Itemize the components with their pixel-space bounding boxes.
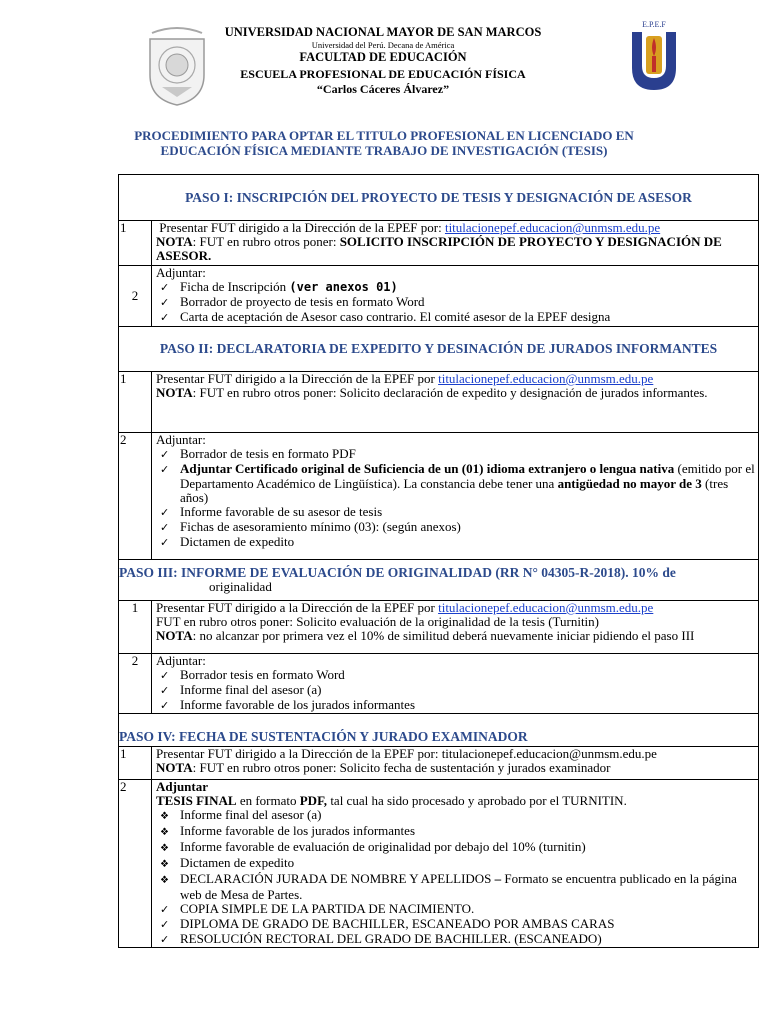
row-number: 2 [119,266,152,327]
paso1-step2: Adjuntar: ✓ Ficha de Inscripción (ver anexos 01) ✓ Borrador de proyecto de tesis en formato Word ✓ Carta de aceptación de Asesor caso contrario. El comité asesor de la EPEF designa [152,266,759,327]
row-number: 2 [119,433,152,560]
row-number: 1 [119,372,152,433]
paso2-title: PASO II: DECLARATORIA DE EXPEDITO Y DESINACIÓN DE JURADOS INFORMANTES [119,327,759,372]
table-row [119,266,759,327]
epef-logo-icon [626,18,682,94]
letterhead [0,0,768,110]
row-number: 1 [119,747,152,780]
requirement-item: ❖ Informe final del asesor (a) [156,808,756,824]
checklist-item: ✓ Informe favorable de los jurados informantes [156,698,756,713]
logo-text: E.P.E.F [642,20,666,29]
table-row [119,747,759,780]
table-row [119,601,759,654]
procedure-table [118,174,759,948]
row-number: 1 [119,601,152,654]
paso1-title: PASO I: INSCRIPCIÓN DEL PROYECTO DE TESIS Y DESIGNACIÓN DE ASESOR [119,175,759,221]
requirement-item: ❖ Informe favorable de evaluación de originalidad por debajo del 10% (turnitin) [156,840,756,856]
row-number: 2 [119,780,152,948]
checklist-item: ✓ Carta de aceptación de Asesor caso contrario. El comité asesor de la EPEF designa [156,310,756,325]
paso3-step2: Adjuntar: ✓ Borrador tesis en formato Word ✓ Informe final del asesor (a) ✓ Informe favorable de los jurados informantes [152,654,759,714]
row-number: 2 [119,654,152,714]
email-link[interactable]: titulacionepef.educacion@unmsm.edu.pe [438,371,654,386]
checklist-item: ✓ Adjuntar Certificado original de Suficiencia de un (01) idioma extranjero o lengua nativa (emitido por el Departamento Académico de Lingüística). La constancia debe tener una antigüedad no mayor de 3 (tres años) [156,462,756,505]
checklist-item: ✓ Dictamen de expedito [156,535,756,550]
faculty-name: FACULTAD DE EDUCACIÓN [299,50,467,64]
table-row [119,654,759,714]
checklist-item: ✓ Borrador de proyecto de tesis en formato Word [156,295,756,310]
table-row [119,780,759,948]
paso2-step1: Presentar FUT dirigido a la Dirección de la EPEF por titulacionepef.educacion@unmsm.edu.pe NOTA: FUT en rubro otros poner: Solicito declaración de expedito y designación de jurados informantes. [152,372,759,433]
requirement-item: ❖ Informe favorable de los jurados informantes [156,824,756,840]
checklist-item: ✓ Borrador tesis en formato Word [156,668,756,683]
paso4-step2: Adjuntar TESIS FINAL en formato PDF, tal cual ha sido procesado y aprobado por el TURNITIN. ❖ Informe final del asesor (a) ❖ Informe favorable de los jurados informantes ❖ Informe favorable de evaluación de originalidad por debajo del 10% (turnitin) ❖ Dictamen de expedito ❖ DECLARACIÓN JURADA DE NOMBRE Y APELLIDOS – Formato se encuentra publicado en la página web de Mesa de Partes. ✓ COPIA SIMPLE DE LA PARTIDA DE NACIMIENTO. ✓ DIPLOMA DE GRADO DE BACHILLER, ESCANEADO POR AMBAS CARAS ✓ RESOLUCIÓN RECTORAL DEL GRADO DE BACHILLER. (ESCANEADO) [152,780,759,948]
requirement-item: ❖ DECLARACIÓN JURADA DE NOMBRE Y APELLIDOS – Formato se encuentra publicado en la página web de Mesa de Partes. [156,872,756,902]
checklist-item: ✓ RESOLUCIÓN RECTORAL DEL GRADO DE BACHILLER. (ESCANEADO) [156,932,756,947]
checklist-item: ✓ DIPLOMA DE GRADO DE BACHILLER, ESCANEADO POR AMBAS CARAS [156,917,756,932]
checklist-item: ✓ Informe final del asesor (a) [156,683,756,698]
school-honoree: “Carlos Cáceres Álvarez” [316,82,450,96]
email-link[interactable]: titulacionepef.educacion@unmsm.edu.pe [444,220,661,235]
checklist-item: ✓ Fichas de asesoramiento mínimo (03): (según anexos) [156,520,756,535]
table-row [119,372,759,433]
university-subtitle: Universidad del Perú. Decana de América [311,40,455,50]
table-row [119,433,759,560]
checklist-item: ✓ Informe favorable de su asesor de tesis [156,505,756,520]
paso1-step1: Presentar FUT dirigido a la Dirección de la EPEF por: titulacionepef.educacion@unmsm.edu.pe NOTA: FUT en rubro otros poner: SOLICITO INSCRIPCIÓN DE PROYECTO Y DESIGNACIÓN DE ASESOR. [152,221,759,266]
row-number: 1 [119,221,152,266]
checklist-item: ✓ Ficha de Inscripción (ver anexos 01) [156,280,756,295]
table-row [119,221,759,266]
paso3-title: PASO III: INFORME DE EVALUACIÓN DE ORIGINALIDAD (RR N° 04305-R-2018). 10% de originalidad [119,560,759,601]
checklist-item: ✓ Borrador de tesis en formato PDF [156,447,756,462]
email-link[interactable]: titulacionepef.educacion@unmsm.edu.pe [438,600,654,615]
paso4-title: PASO IV: FECHA DE SUSTENTACIÓN Y JURADO EXAMINADOR [119,714,759,747]
paso2-step2: Adjuntar: ✓ Borrador de tesis en formato PDF ✓ Adjuntar Certificado original de Suficiencia de un (01) idioma extranjero o lengua nativa (emitido por el Departamento Académico de Lingüística). La constancia debe tener una antigüedad no mayor de 3 (tres años) ✓ Informe favorable de su asesor de tesis ✓ Fichas de asesoramiento mínimo (03): (según anexos) ✓ Dictamen de expedito [152,433,759,560]
paso4-step1: Presentar FUT dirigido a la Dirección de la EPEF por: titulacionepef.educacion@unmsm.edu.pe NOTA: FUT en rubro otros poner: Solicito fecha de sustentación y jurados examinador [152,747,759,780]
document-title: PROCEDIMIENTO PARA OPTAR EL TITULO PROFESIONAL EN LICENCIADO EN EDUCACIÓN FÍSICA MEDIANTE TRABAJO DE INVESTIGACIÓN (TESIS) [134,128,634,158]
requirement-item: ❖ Dictamen de expedito [156,856,756,872]
school-name: ESCUELA PROFESIONAL DE EDUCACIÓN FÍSICA [240,67,526,81]
institution-header [200,25,566,97]
checklist-item: ✓ COPIA SIMPLE DE LA PARTIDA DE NACIMIENTO. [156,902,756,917]
paso3-step1: Presentar FUT dirigido a la Dirección de la EPEF por titulacionepef.educacion@unmsm.edu.pe FUT en rubro otros poner: Solicito evaluación de la originalidad de la tesis (Turnitin) NOTA: no alcanzar por primera vez el 10% de similitud deberá nuevamente iniciar pidiendo el paso III [152,601,759,654]
university-name: UNIVERSIDAD NACIONAL MAYOR DE SAN MARCOS [224,25,542,39]
